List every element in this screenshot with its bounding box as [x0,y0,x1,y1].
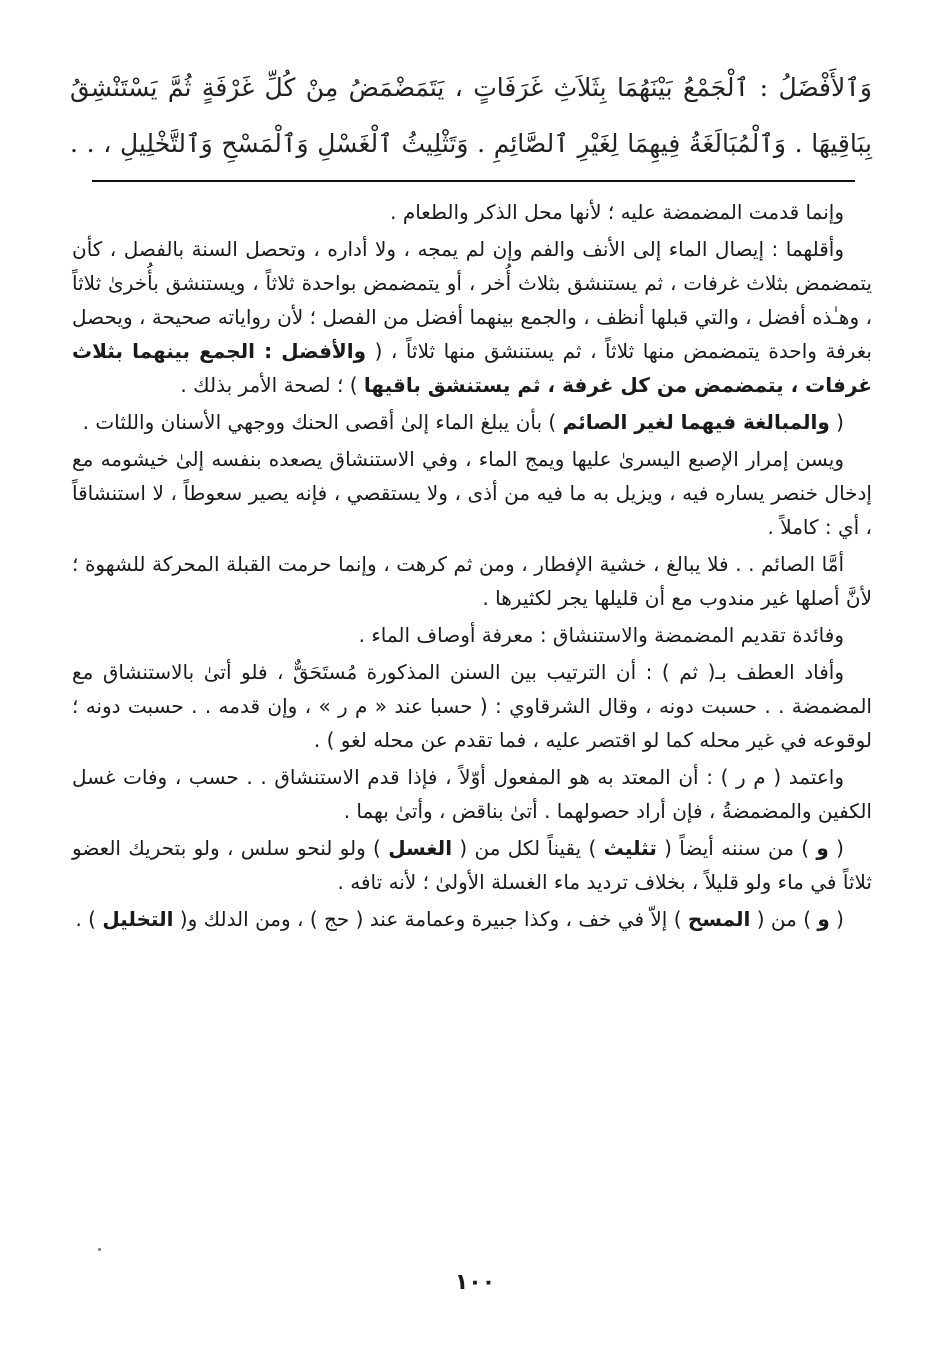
commentary-paragraph [72,831,872,899]
quoted-main-text: و [817,907,830,931]
commentary-text: ( [829,410,844,434]
main-text-line-2: بِبَاقِيهَا . وَٱلْمُبَالَغَةُ فِيهِمَا لِغَيْرِ ٱلصَّائِمِ . وَتَثْلِيثُ ٱلْغَسْلِ وَٱلْمَسْحِ وَٱلتَّخْلِيلِ ، . . [70,129,872,158]
quoted-main-text: الغسل [388,836,453,860]
commentary-text: ويسن إمرار الإصبع اليسرىٰ عليها ويمج الماء ، وفي الاستنشاق يصعده بنفسه إلىٰ خيشومه مع إدخال خنصر يساره فيه ، ويزيل به ما فيه من أذى ، ولا يستقصي ، فإنه يصير سعوطاً ، لا استنشاقاً ، أي : كاملاً . [72,447,872,539]
commentary-text: ) . [75,907,103,931]
commentary-text: ) من سننه أيضاً ( [656,836,817,860]
commentary-text: ) من ( [750,907,818,931]
quoted-main-text: والأفضل : الجمع بينهما بثلاث غرفات ، يتمضمض من كل غرفة ، ثم يستنشق باقيها [72,339,872,397]
commentary-paragraph [72,547,872,615]
commentary-text: ) يقيناً لكل من ( [452,836,604,860]
commentary-text: واعتمد ( م ر ) : أن المعتد به هو المفعول أوّلاً ، فإذا قدم الاستنشاق . . حسب ، وفات غسل الكفين والمضمضةُ ، فإن أراد حصولهما . أتىٰ بناقض ، وأتىٰ بهما . [72,765,872,823]
commentary-text: وأفاد العطف بـ( ثم ) : أن الترتيب بين السنن المذكورة مُستَحَقٌّ ، فلو أتىٰ بالاستنشاق مع المضمضة . . حسبت دونه ، وقال الشرقاوي : ( حسبا عند « م ر » ، وإن قدمه . . حسبت دونه ؛ لوقوعه في غير محله كما لو اقتصر عليه ، فما تقدم عن محله لغو ) . [72,660,872,752]
commentary-paragraph [72,442,872,544]
commentary-text: أمَّا الصائم . . فلا يبالغ ، خشية الإفطار ، ومن ثم كرهت ، وإنما حرمت القبلة المحركة للشهوة ؛ لأنَّ أصلها غير مندوب مع أن قليلها يجر لكثيرها . [72,552,872,610]
commentary-text: وأقلهما : إيصال الماء إلى الأنف والفم وإن لم يمجه ، ولا أداره ، وتحصل السنة بالفصل ، كأن يتمضمض بثلاث غرفات ، ثم يستنشق بثلاث أُخر ، أو يتمضمض بواحدة ثلاثاً ، ويستنشق بأُخرىٰ ثلاثاً ، وهـٰذه أفضل ، والتي قبلها أنظف ، والجمع بينهما أفضل من الفصل ؛ لأن رواياته صحيحة ، ويحصل بغرفة واحدة يتمضمض منها ثلاثاً ، ثم يستنشق منها ثلاثاً ، ( [72,237,872,363]
speck-dot [98,1248,101,1251]
commentary-paragraph [72,655,872,757]
page-number: ١٠٠ [454,1270,496,1295]
commentary-paragraph [72,405,872,439]
commentary-text: ) ولو لنحو سلس ، ولو بتحريك العضو ثلاثاً في ماء ولو قليلاً ، بخلاف ترديد ماء الغسلة الأولىٰ ؛ لأنه تافه . [72,836,872,894]
quoted-main-text: التخليل [102,907,174,931]
commentary-text: وفائدة تقديم المضمضة والاستنشاق : معرفة أوصاف الماء . [358,623,844,647]
commentary-text: وإنما قدمت المضمضة عليه ؛ لأنها محل الذكر والطعام . [390,200,844,224]
commentary-text: ) بأن يبلغ الماء إلىٰ أقصى الحنك ووجهي الأسنان واللثات . [82,410,563,434]
commentary-paragraph [72,618,872,652]
main-text-line-1: وَٱلأَفْضَلُ : ٱلْجَمْعُ بَيْنَهُمَا بِثَلاَثِ غَرَفَاتٍ ، يَتَمَضْمَضُ مِنْ كُلِّ غَرْفَةٍ ثُمَّ يَسْتَنْشِقُ [70,73,872,102]
quoted-main-text: المسح [687,907,751,931]
commentary-text: ( [828,836,844,860]
commentary [72,195,872,939]
separator-rule [92,180,855,182]
quoted-main-text: والمبالغة فيهما لغير الصائم [562,410,830,434]
main-text [70,60,872,172]
commentary-paragraph [72,232,872,402]
commentary-paragraph [72,760,872,828]
commentary-paragraph [72,902,872,936]
commentary-text: ) إلاّ في خف ، وكذا جبيرة وعمامة عند ( حج ) ، ومن الدلك و( [173,907,688,931]
quoted-main-text: و [816,836,829,860]
quoted-main-text: تثليث [603,836,657,860]
commentary-text: ) ؛ لصحة الأمر بذلك . [180,373,364,397]
commentary-text: ( [829,907,844,931]
commentary-paragraph [72,195,872,229]
